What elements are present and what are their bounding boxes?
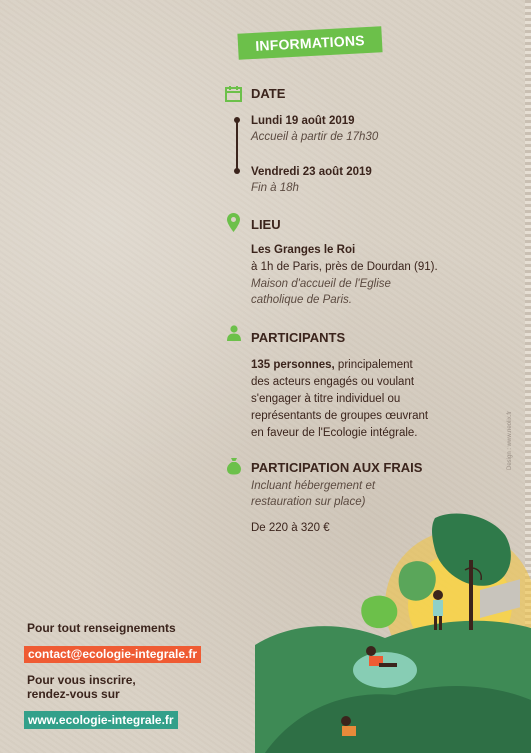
calendar-icon [225, 85, 242, 102]
participants-count: 135 personnes, [251, 359, 335, 371]
end-note: Fin à 18h [251, 182, 299, 194]
participants-line4: représentants de groupes œuvrant [251, 410, 429, 422]
start-note: Accueil à partir de 17h30 [251, 131, 379, 143]
signup-text [27, 673, 136, 701]
lieu-line2: Maison d'accueil de l'Eglise [251, 278, 391, 290]
contact-heading: Pour tout renseignements [27, 621, 176, 635]
participants-title: PARTICIPANTS [251, 330, 346, 345]
date-title: DATE [251, 86, 286, 101]
lieu-name: Les Granges le Roi [251, 244, 356, 256]
nature-illustration [255, 510, 531, 753]
frais-line2: restauration sur place) [251, 496, 366, 508]
participants-line2: des acteurs engagés ou voulant [251, 376, 415, 388]
money-bag-icon [226, 457, 242, 475]
timeline-dot-end [234, 168, 240, 174]
contact-email-link[interactable]: contact@ecologie-integrale.fr [24, 646, 201, 663]
frais-line1: Incluant hébergement et [251, 480, 376, 492]
participants-line3: s'engager à titre individuel ou [251, 393, 401, 405]
timeline-line [236, 119, 238, 171]
banner-label: INFORMATIONS [254, 32, 366, 54]
timeline-dot-start [234, 117, 240, 123]
participants-line1-rest: principalement [334, 359, 413, 371]
signup-line2: rendez-vous sur [27, 687, 120, 701]
design-credit: Design : www.neolix.fr [507, 410, 513, 470]
frais-price: De 220 à 320 € [251, 522, 330, 534]
person-icon [227, 325, 241, 341]
location-pin-icon [227, 213, 240, 232]
lieu-line1: à 1h de Paris, près de Dourdan (91). [251, 261, 438, 273]
end-date: Vendredi 23 août 2019 [251, 166, 372, 178]
signup-line1: Pour vous inscrire, [27, 673, 136, 687]
start-date: Lundi 19 août 2019 [251, 115, 355, 127]
website-link[interactable]: www.ecologie-integrale.fr [24, 711, 178, 729]
participants-line5: en faveur de l'Ecologie intégrale. [251, 427, 418, 439]
frais-title: PARTICIPATION AUX FRAIS [251, 460, 423, 475]
lieu-line3: catholique de Paris. [251, 294, 353, 306]
participants-line1 [251, 357, 413, 374]
lieu-title: LIEU [251, 217, 281, 232]
